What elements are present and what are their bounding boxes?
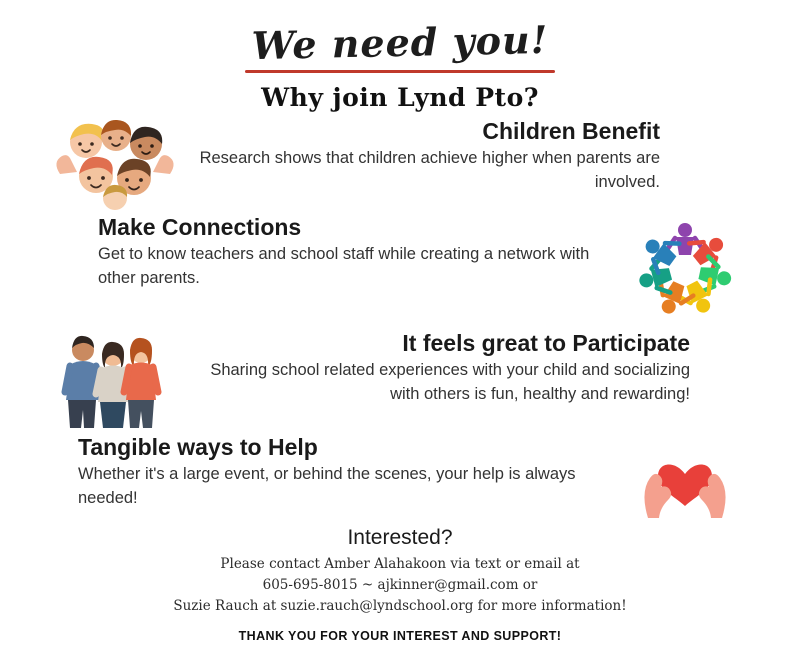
section-title: Tangible ways to Help: [78, 433, 318, 460]
heart-in-hands-illustration: [610, 434, 760, 520]
flyer-header: [40, 16, 760, 112]
section-title: Children Benefit: [482, 117, 660, 144]
section-tangible-help: [40, 434, 760, 520]
section-text-participate: [190, 330, 760, 407]
section-body: Research shows that children achieve higher when parents are involved.: [199, 149, 660, 192]
title-divider: [245, 70, 555, 73]
section-title: It feels great to Participate: [402, 329, 690, 356]
section-text-children-benefit: [190, 118, 760, 195]
kids-faces-illustration: [40, 118, 190, 210]
family-group-illustration: [40, 330, 190, 430]
contact-line-2: 605-695-8015 ~ ajkinner@gmail.com or: [262, 576, 538, 593]
section-text-tangible-help: [40, 434, 610, 511]
interested-heading: Interested?: [347, 525, 453, 549]
section-body: Sharing school related experiences with your child and socializing with others is fun, healthy and rewarding!: [210, 361, 690, 404]
contact-line-3: Suzie Rauch at suzie.rauch@lyndschool.org for more information!: [173, 597, 627, 614]
section-body: Get to know teachers and school staff while creating a network with other parents.: [98, 245, 590, 288]
thank-you-note: THANK YOU FOR YOUR INTEREST AND SUPPORT!: [238, 628, 562, 643]
section-make-connections: [40, 214, 760, 326]
page-subtitle: Why join Lynd Pto?: [261, 82, 539, 112]
section-text-make-connections: [40, 214, 610, 291]
section-children-benefit: [40, 118, 760, 210]
flyer-footer: [40, 526, 760, 643]
section-participate: [40, 330, 760, 430]
people-circle-illustration: [610, 214, 760, 326]
page-title: We need you!: [251, 16, 549, 69]
section-body: Whether it's a large event, or behind the scenes, your help is always needed!: [78, 465, 576, 508]
section-title: Make Connections: [98, 213, 302, 240]
contact-line-1: Please contact Amber Alahakoon via text or email at: [220, 555, 580, 572]
